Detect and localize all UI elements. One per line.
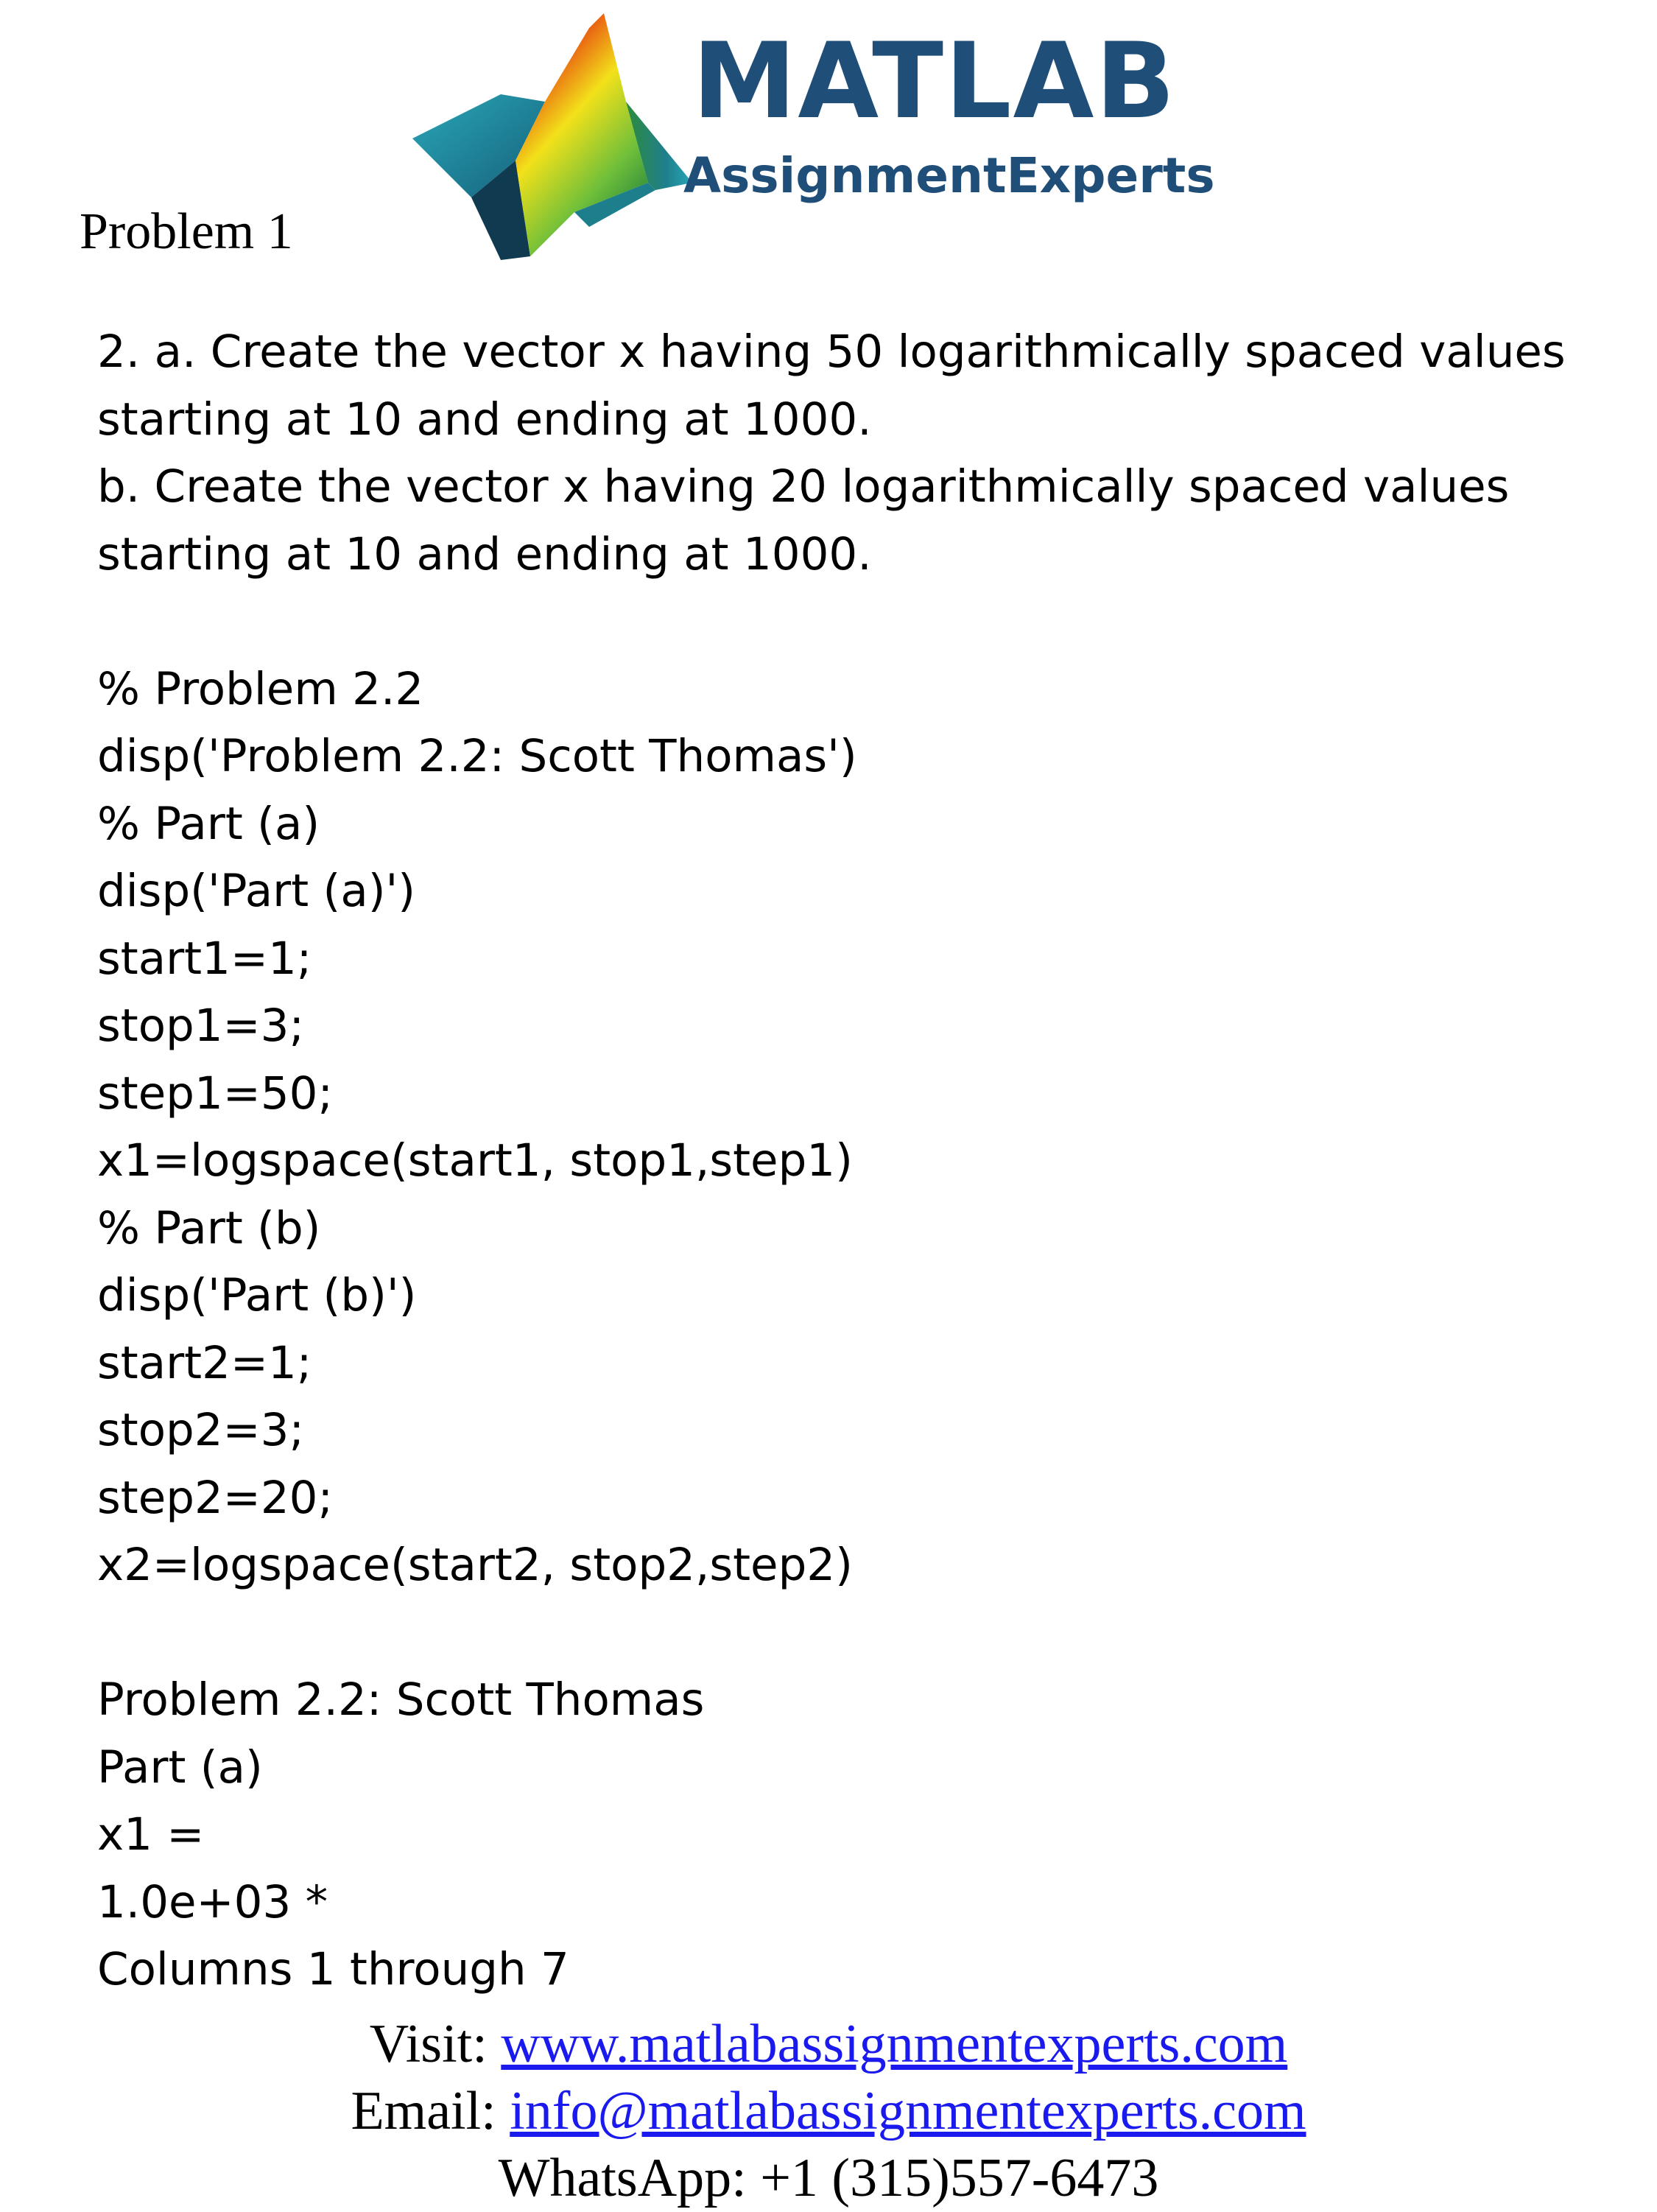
visit-label: Visit:	[369, 2014, 502, 2074]
code-line: stop2=3;	[97, 1404, 305, 1456]
footer-whatsapp-row	[0, 2145, 1657, 2212]
footer-email-row	[0, 2078, 1657, 2145]
code-line: % Problem 2.2	[97, 662, 424, 715]
code-line: step2=20;	[97, 1471, 334, 1524]
whatsapp-number: +1 (315)557-6473	[760, 2148, 1159, 2208]
matlab-membrane-icon	[412, 13, 692, 264]
spacer	[97, 588, 1607, 656]
problem-heading: Problem 1	[80, 203, 293, 260]
code-block	[97, 656, 1607, 1599]
output-line: x1 =	[97, 1808, 205, 1861]
output-line: Columns 1 through 7	[97, 1943, 569, 1995]
question-line: starting at 10 and ending at 1000.	[97, 527, 872, 580]
website-link[interactable]: www.matlabassignmentexperts.com	[501, 2014, 1288, 2074]
code-line: step1=50;	[97, 1067, 334, 1120]
output-block	[97, 1666, 1607, 2004]
code-line: start1=1;	[97, 932, 312, 985]
contact-footer	[0, 2011, 1657, 2212]
question-line: 2. a. Create the vector x having 50 logarithmically spaced values	[97, 326, 1566, 378]
output-line: Part (a)	[97, 1741, 263, 1794]
logo-subtitle: AssignmentExperts	[683, 147, 1215, 204]
whatsapp-label: WhatsApp:	[498, 2148, 761, 2208]
email-link[interactable]: info@matlabassignmentexperts.com	[510, 2081, 1306, 2141]
question-block	[97, 318, 1607, 588]
question-line: b. Create the vector x having 20 logarithmically spaced values	[97, 460, 1510, 513]
footer-visit-row	[0, 2011, 1657, 2078]
code-line: x2=logspace(start2, stop2,step2)	[97, 1539, 853, 1591]
logo-wordmark: MATLAB	[692, 21, 1177, 142]
document-body	[97, 318, 1607, 2004]
code-line: disp('Problem 2.2: Scott Thomas')	[97, 730, 857, 782]
question-line: starting at 10 and ending at 1000.	[97, 393, 872, 446]
spacer	[97, 1599, 1607, 1667]
output-line: 1.0e+03 *	[97, 1875, 328, 1928]
code-line: % Part (b)	[97, 1201, 321, 1254]
code-line: disp('Part (a)')	[97, 865, 416, 917]
code-line: start2=1;	[97, 1336, 312, 1389]
output-line: Problem 2.2: Scott Thomas	[97, 1674, 705, 1726]
brand-logo	[412, 13, 1215, 264]
code-line: x1=logspace(start1, stop1,step1)	[97, 1134, 853, 1187]
email-label: Email:	[351, 2081, 510, 2141]
code-line: stop1=3;	[97, 1000, 305, 1052]
code-line: % Part (a)	[97, 797, 320, 850]
code-line: disp('Part (b)')	[97, 1269, 417, 1321]
